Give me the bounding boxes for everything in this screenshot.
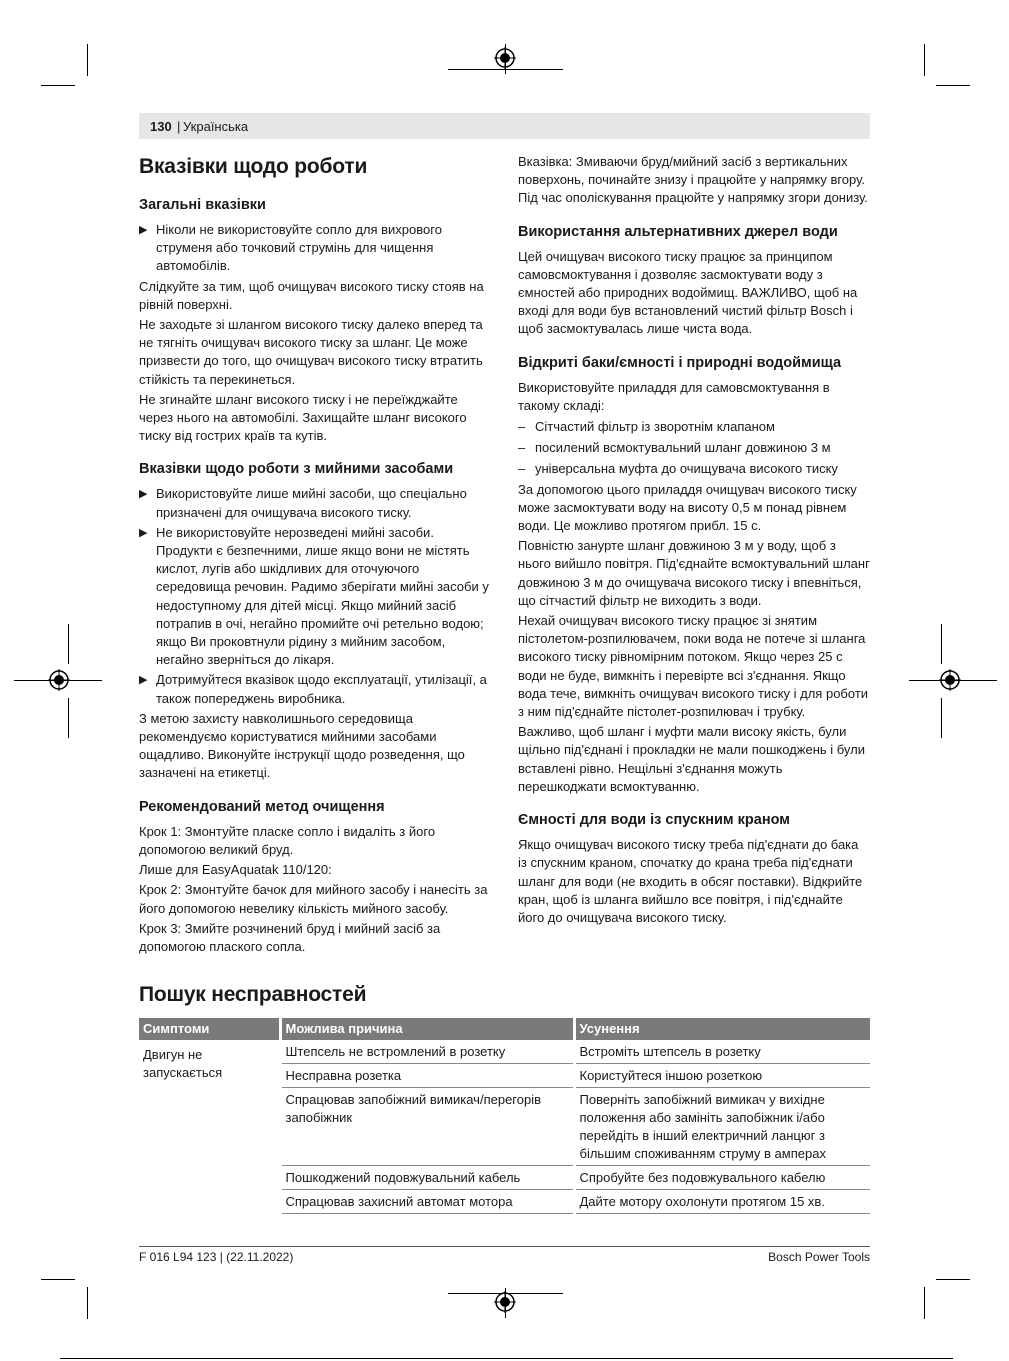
footer-divider: [139, 1246, 870, 1247]
crop-mark: [924, 44, 925, 76]
dash-item: [518, 460, 870, 478]
crop-mark: [68, 624, 69, 664]
cause-cell: Спрацював захисний автомат мотора: [280, 1190, 574, 1214]
dash-marker: –: [518, 461, 526, 477]
crop-mark: [87, 44, 88, 76]
trim-line: [60, 1358, 953, 1359]
footer-brand: Bosch Power Tools: [768, 1250, 870, 1264]
paragraph: З метою захисту навколишнього середовища рекомендуємо користуватися мийними засобами ощадливо. Виконуйте інструкції щодо розведення, що зазначені на етикетці.: [139, 710, 465, 781]
bullet-text: Дотримуйтеся вказівок щодо експлуатації, утилізації, а також попереджень виробника.: [156, 672, 487, 706]
crop-mark: [924, 1287, 925, 1319]
dash-marker: –: [518, 419, 526, 435]
triangle-bullet-icon: ▶: [139, 488, 148, 501]
open-tanks-heading: Відкриті баки/ємності і природні водоймища: [518, 354, 842, 371]
step-1: Крок 1: Змонтуйте пласке сопло і видаліть з його допомогою великий бруд.: [139, 823, 436, 857]
fix-cell: Користуйтеся іншою розеткою: [574, 1064, 870, 1088]
cause-cell: Пошкоджений подовжувальний кабель: [280, 1166, 574, 1190]
column-header: Усунення: [574, 1018, 870, 1040]
registration-mark-icon: [48, 669, 70, 691]
triangle-bullet-icon: ▶: [139, 224, 148, 236]
symptom-cell: Двигун не запускається: [139, 1040, 280, 1214]
cause-cell: Штепсель не встромлений в розетку: [280, 1040, 574, 1064]
crop-mark: [936, 1279, 970, 1280]
paragraph: За допомогою цього приладдя очищувач високого тиску може засмоктувати воду на висоту 0,5 м понад рівнем води. Це можливо протягом прибл. 15 с.: [518, 481, 857, 534]
paragraph: Якщо очищувач високого тиску треба під'єднати до бака із спускним краном, спочатку до крана треба під'єднати шланг для води (не входить в обсяг поставки). Відкрийте кран, щоб із шланга вийшло все повітря, і під'єднайте його до очищувача високого тиску.: [518, 837, 863, 925]
bullet-text: Ніколи не використовуйте сопло для вихрового струменя або точковий струмінь для чищення автомобілів.: [156, 222, 442, 274]
header-separator: |: [177, 119, 181, 134]
crop-mark: [68, 698, 69, 738]
left-column: [139, 150, 494, 956]
dash-text: Сітчастий фільтр із зворотнім клапаном: [535, 419, 775, 435]
page-number: 130: [150, 119, 172, 134]
bullet-item: [139, 485, 494, 521]
bullet-item: [139, 671, 494, 707]
dash-item: [518, 418, 870, 436]
page-header: [139, 113, 870, 139]
column-header: Симптоми: [139, 1018, 280, 1040]
detergents-heading: Вказівки щодо роботи з мийними засобами: [139, 461, 454, 478]
paragraph: Слідкуйте за тим, щоб очищувач високого тиску стояв на рівній поверхні.: [139, 278, 484, 312]
paragraph: Важливо, щоб шланг і муфти мали високу якість, були щільно під'єднані і прокладки не мали пошкоджень і були вставлені рівно. Нещільні з'єднання можуть перешкоджати всмоктуванню.: [518, 724, 865, 794]
crop-mark: [936, 85, 970, 86]
general-heading: Загальні вказівки: [139, 197, 266, 213]
troubleshooting-title: Пошук несправностей: [139, 983, 367, 1006]
triangle-bullet-icon: ▶: [139, 526, 148, 539]
crop-mark: [87, 1287, 88, 1319]
dash-marker: –: [518, 440, 526, 456]
bullet-text: Не використовуйте нерозведені мийні засоби. Продукти є безпечними, лише якщо вони не містять кислот, лугів або шкідливих для оточуючого середовища речовин. Радимо зберігати мийні засоби у недоступному для дітей місці. Якщо мийний засіб потрапив в очі, негайно промийте очі ретельно водою; якщо Ви проковтнули рідину з мийним засобом, негайно зверніться до лікаря.: [156, 524, 489, 668]
bullet-item: [139, 524, 494, 670]
paragraph: Нехай очищувач високого тиску працює зі знятим пістолетом-розпилювачем, поки вода не потече зі шланга високого тиску рівномірним потоком. Якщо через 25 с води не буде, вимкніть і перевірте всі з'єднання. Якщо вода тече, вимкніть очищувач високого тиску і для роботи з ним під'єднайте пістолет-розпилювач і трубку.: [518, 613, 869, 720]
crop-mark: [941, 698, 942, 738]
alt-sources-heading: Використання альтернативних джерел води: [518, 223, 838, 240]
registration-mark-icon: [494, 1291, 516, 1313]
header-language: Українська: [183, 119, 249, 134]
dash-item: [518, 439, 870, 457]
crop-mark: [941, 624, 942, 664]
column-header: Можлива причина: [280, 1018, 574, 1040]
step-2: Крок 2: Змонтуйте бачок для мийного засобу і нанесіть за його допомогою невелику кількість мийного засобу.: [139, 882, 488, 916]
paragraph: Не згинайте шланг високого тиску і не переїжджайте через нього на автомобілі. Захищайте шланг високого тиску від гострих країв та кутів.: [139, 391, 467, 444]
step-only-note: Лише для EasyAquatak 110/120:: [139, 862, 332, 878]
crop-mark: [41, 1279, 75, 1280]
bullet-item: [139, 221, 494, 276]
crop-mark: [41, 85, 75, 86]
fix-cell: Встроміть штепсель в розетку: [574, 1040, 870, 1064]
step-3: Крок 3: Змийте розчинений бруд і мийний засіб за допомогою плаского сопла.: [139, 920, 441, 954]
fix-cell: Поверніть запобіжний вимикач у вихідне положення або замініть запобіжник і/або перейдіть в інший електричний ланцюг з більшим споживанням струму в амперах: [574, 1088, 870, 1166]
footer-doc-id: F 016 L94 123 | (22.11.2022): [139, 1250, 294, 1264]
paragraph: Цей очищувач високого тиску працює за принципом самовсмоктування і дозволяє засмоктувати воду з ємностей або природних водоймищ. ВАЖЛИВО, щоб на вході для води був встановлений чистий фільтр Bosch і щоб засмоктувалась лише чиста вода.: [518, 248, 858, 337]
fix-cell: Дайте мотору охолонути протягом 15 хв.: [574, 1190, 870, 1214]
registration-mark-icon: [939, 669, 961, 691]
cause-cell: Спрацював запобіжний вимикач/перегорів запобіжник: [280, 1088, 574, 1166]
tank-heading: Ємності для води із спускним краном: [518, 812, 790, 829]
paragraph: Повністю занурте шланг довжиною 3 м у воду, щоб з нього вийшло повітря. Під'єднайте всмоктувальний шланг довжиною 3 м до очищувача високого тиску і впевніться, що сітчастий фільтр не виходить з води.: [518, 538, 870, 608]
dash-text: універсальна муфта до очищувача високого тиску: [535, 461, 838, 477]
table-header-row: [139, 1018, 870, 1040]
table-row: [139, 1040, 870, 1064]
paragraph: Використовуйте приладдя для самовсмоктування в такому складі:: [518, 379, 830, 413]
troubleshooting-table: [139, 1018, 870, 1214]
cause-cell: Несправна розетка: [280, 1064, 574, 1088]
fix-cell: Спробуйте без подовжувального кабелю: [574, 1166, 870, 1190]
section-title: Вказівки щодо роботи: [139, 155, 368, 178]
registration-mark-icon: [494, 47, 516, 69]
right-column: [518, 153, 870, 927]
note-paragraph: Вказівка: Змиваючи бруд/мийний засіб з вертикальних поверхонь, починайте знизу і працюйте у напрямку вгору. Під час ополіскування працюйте у напрямку згори донизу.: [518, 154, 868, 206]
paragraph: Не заходьте зі шлангом високого тиску далеко вперед та не тягніть очищувач високого тиску за шланг. Це може призвести до того, що очищувач високого тиску втратить стійкість та перекинеться.: [139, 317, 483, 387]
dash-text: посилений всмоктувальний шланг довжиною 3 м: [535, 440, 831, 456]
bullet-text: Використовуйте лише мийні засоби, що спеціально призначені для очищувача високого тиску.: [156, 486, 467, 520]
triangle-bullet-icon: ▶: [139, 674, 148, 687]
method-heading: Рекомендований метод очищення: [139, 798, 385, 815]
